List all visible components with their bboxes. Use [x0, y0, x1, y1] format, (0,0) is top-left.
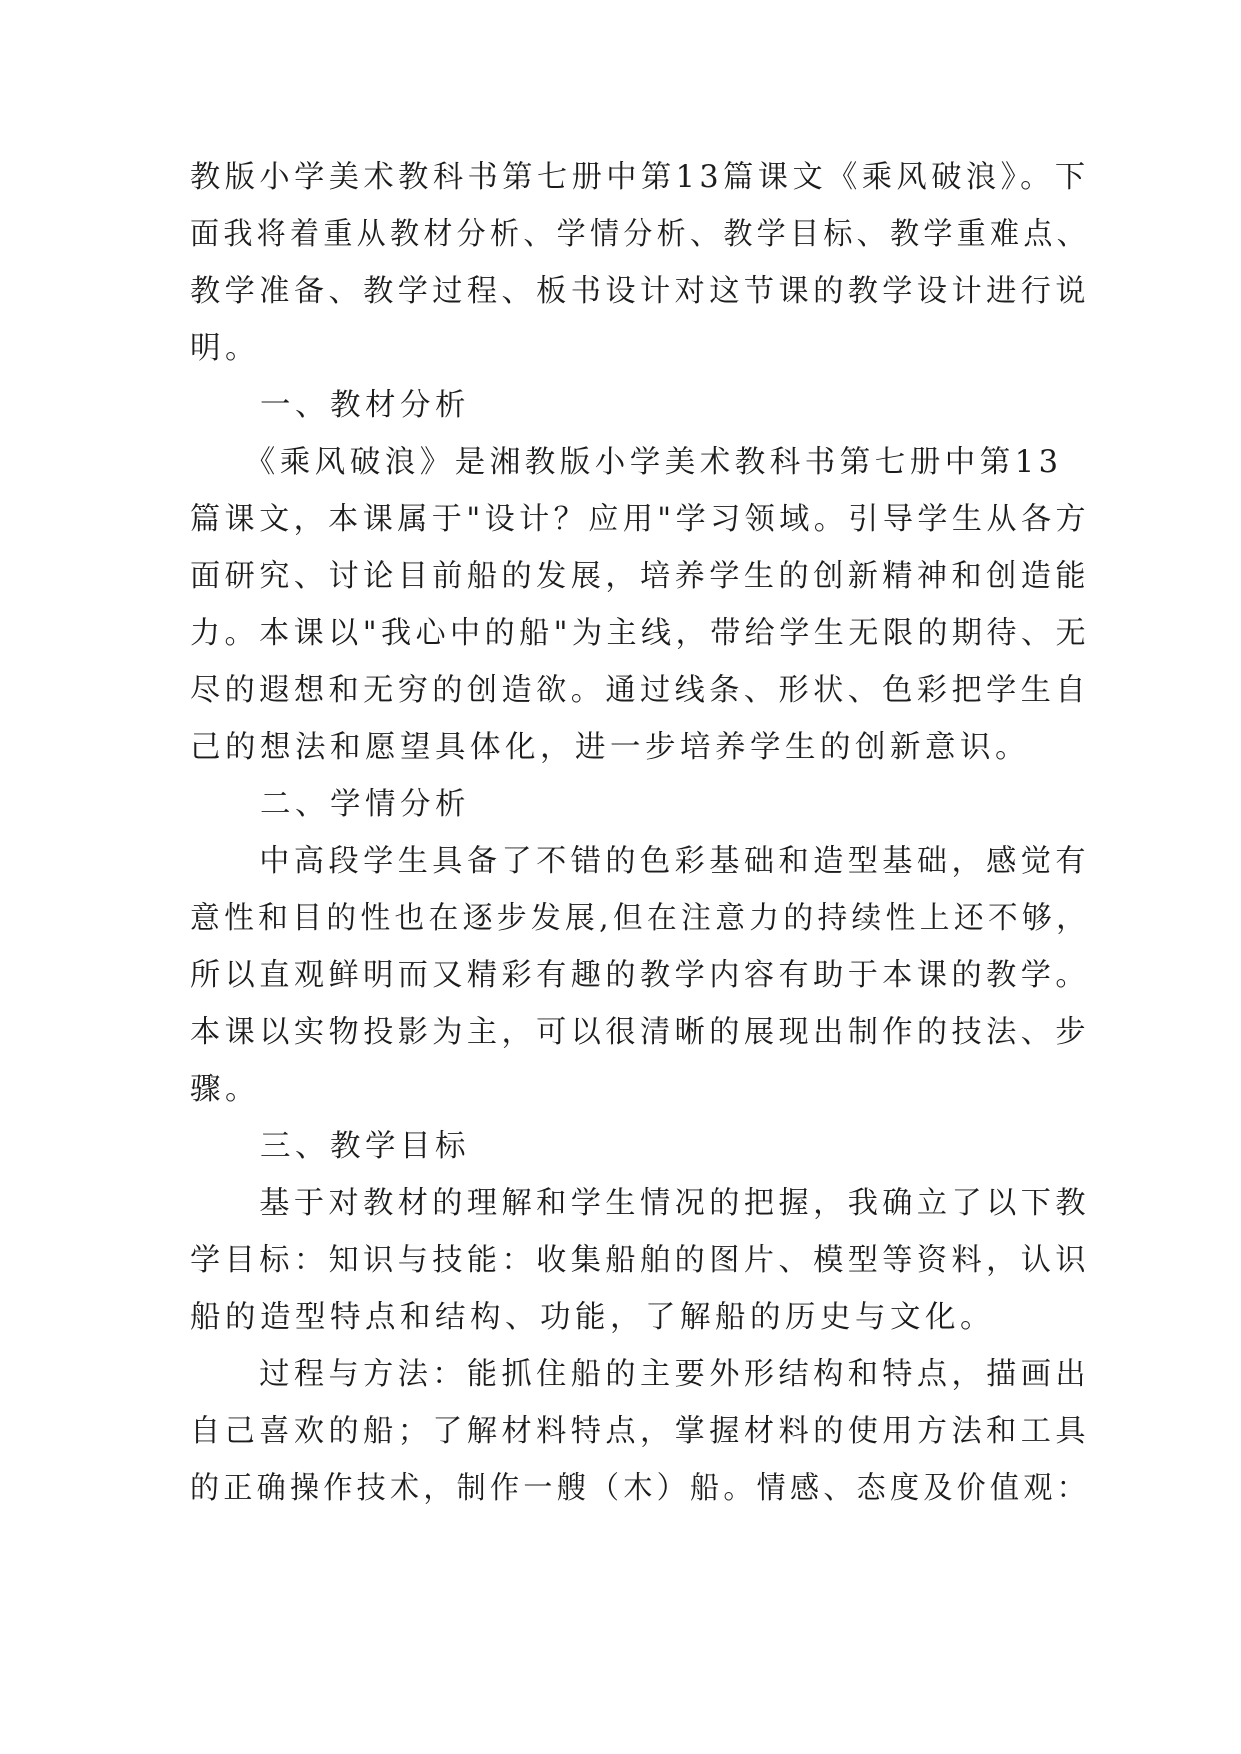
text-line: 面研究、讨论目前船的发展，培养学生的创新精神和创造能 — [190, 559, 1090, 594]
text-line: 力。本课以"我心中的船"为主线，带给学生无限的期待、无 — [190, 616, 1091, 651]
text-line: 骤。 — [190, 1072, 260, 1107]
text-line: 教版小学美术教科书第七册中第13篇课文《乘风破浪》。下 — [190, 160, 1090, 195]
text-line: 篇课文，本课属于"设计？应用"学习领域。引导学生从各方 — [190, 502, 1091, 537]
text-line: 所以直观鲜明而又精彩有趣的教学内容有助于本课的教学。 — [190, 958, 1090, 993]
text-line: 基于对教材的理解和学生情况的把握，我确立了以下教 — [190, 1186, 1090, 1221]
text-line: 教学准备、教学过程、板书设计对这节课的教学设计进行说 — [190, 274, 1090, 309]
text-line: 中高段学生具备了不错的色彩基础和造型基础，感觉有 — [190, 844, 1090, 879]
text-line: 明。 — [190, 331, 260, 366]
text-line: 尽的遐想和无穷的创造欲。通过线条、形状、色彩把学生自 — [190, 673, 1090, 708]
section-heading: 三、教学目标 — [190, 1129, 470, 1164]
text-line: 《乘风破浪》是湘教版小学美术教科书第七册中第13 — [190, 445, 1063, 480]
text-line: 己的想法和愿望具体化，进一步培养学生的创新意识。 — [190, 730, 1030, 765]
text-line: 的正确操作技术，制作一艘（木）船。情感、态度及价值观： — [190, 1471, 1090, 1506]
text-line: 学目标：知识与技能：收集船舶的图片、模型等资料，认识 — [190, 1243, 1090, 1278]
section-heading: 二、学情分析 — [190, 787, 470, 822]
text-line: 自己喜欢的船；了解材料特点，掌握材料的使用方法和工具 — [190, 1414, 1090, 1449]
section-heading: 一、教材分析 — [190, 388, 470, 423]
text-line: 过程与方法：能抓住船的主要外形结构和特点，描画出 — [190, 1357, 1090, 1392]
text-line: 意性和目的性也在逐步发展,但在注意力的持续性上还不够， — [190, 901, 1091, 936]
text-line: 面我将着重从教材分析、学情分析、教学目标、教学重难点、 — [190, 217, 1090, 252]
text-line: 本课以实物投影为主，可以很清晰的展现出制作的技法、步 — [190, 1015, 1090, 1050]
text-line: 船的造型特点和结构、功能，了解船的历史与文化。 — [190, 1300, 995, 1335]
